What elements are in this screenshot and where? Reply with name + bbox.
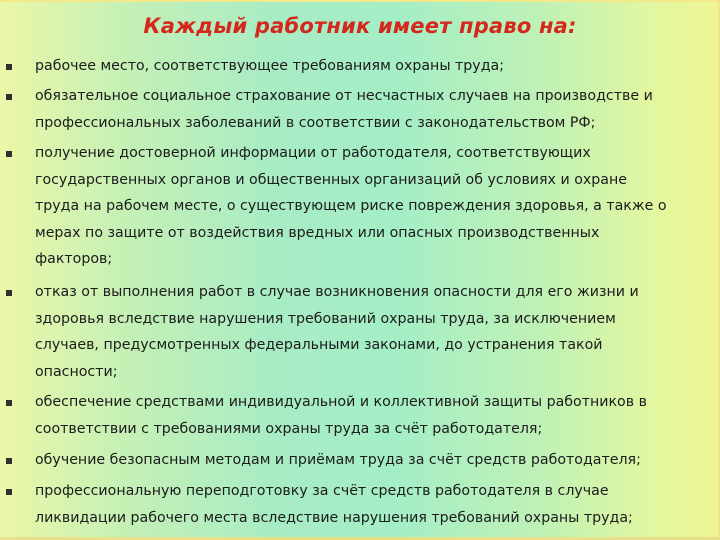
bullet-item-text: отказ от выполнения работ в случае возникновения опасности для его жизни и bbox=[35, 284, 639, 300]
bullet-item-text: здоровья вследствие нарушения требований охраны труда, за исключением bbox=[35, 310, 616, 327]
bullet-item-text: обеспечение средствами индивидуальной и коллективной защиты работников в bbox=[35, 394, 647, 410]
bullet-item-text: случаев, предусмотренных федеральными законами, до устранения такой bbox=[35, 337, 603, 353]
slide-title: Каждый работник имеет право на: bbox=[143, 14, 577, 38]
bullet-icon bbox=[6, 290, 12, 296]
bullet-item-text: ликвидации рабочего места вследствие нарушения требований охраны труда; bbox=[35, 509, 633, 526]
bullet-item-text: обучение безопасным методам и приёмам труда за счёт средств работодателя; bbox=[35, 452, 641, 468]
bullet-icon bbox=[6, 458, 12, 464]
bullet-item-text: мерах по защите от воздействия вредных или опасных производственных bbox=[35, 224, 600, 241]
bullet-item-text: опасности; bbox=[35, 363, 118, 380]
bullet-icon bbox=[6, 400, 12, 406]
bullet-item-text: обязательное социальное страхование от несчастных случаев на производстве и bbox=[35, 88, 653, 104]
bullet-icon bbox=[6, 94, 12, 100]
bullet-icon bbox=[6, 64, 12, 70]
bullet-item-text: профессиональных заболеваний в соответствии с законодательством РФ; bbox=[35, 114, 596, 131]
bullet-icon bbox=[6, 151, 12, 157]
bullet-item-text: получение достоверной информации от работодателя, соответствующих bbox=[35, 145, 591, 161]
bullet-item-text: соответствии с требованиями охраны труда за счёт работодателя; bbox=[35, 420, 543, 437]
bullet-item-text: профессиональную переподготовку за счёт средств работодателя в случае bbox=[35, 483, 609, 499]
bullet-item-text: рабочее место, соответствующее требованиям охраны труда; bbox=[35, 58, 504, 74]
bullet-item-text: государственных органов и общественных организаций об условиях и охране bbox=[35, 171, 627, 188]
bullet-icon bbox=[6, 489, 12, 495]
bullet-item-text: труда на рабочем месте, о существующем риске повреждения здоровья, а также о bbox=[35, 198, 667, 214]
bullet-item-text: факторов; bbox=[35, 251, 113, 267]
